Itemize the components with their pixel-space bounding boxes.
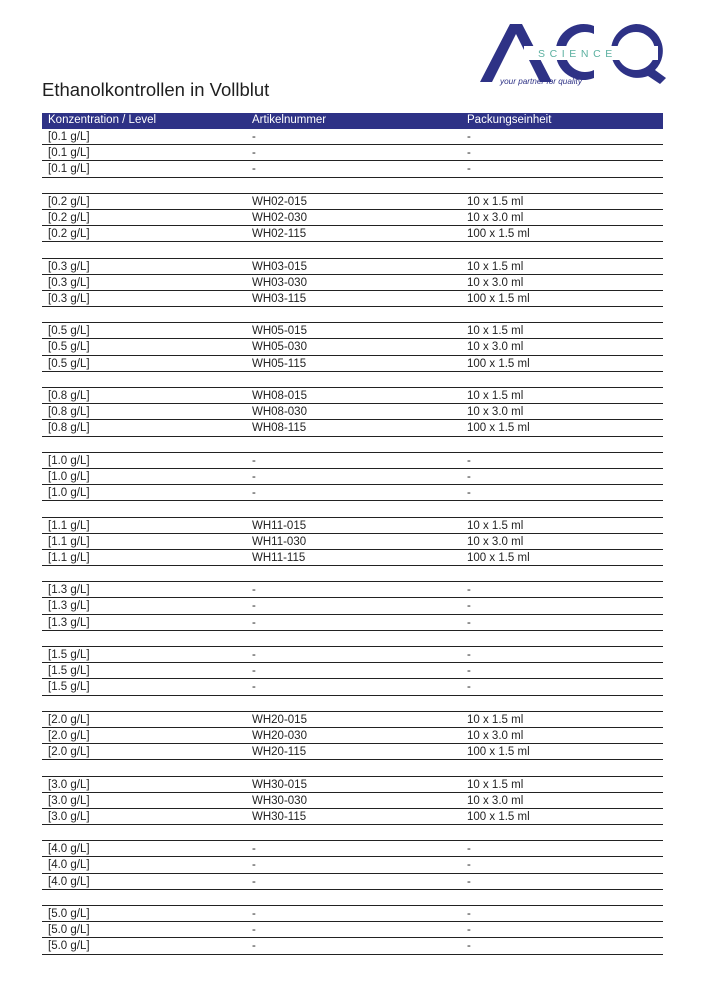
cell-article-number: - [252,147,256,160]
cell-package-unit: 100 x 1.5 ml [467,810,530,823]
cell-article-number: - [252,454,256,467]
cell-article-number: WH02-030 [252,211,307,224]
cell-package-unit: 10 x 1.5 ml [467,519,524,532]
table-row [42,744,663,760]
table-row [42,339,663,355]
cell-package-unit: 100 x 1.5 ml [467,746,530,759]
cell-article-number: - [252,616,256,629]
cell-package-unit: - [467,454,471,467]
cell-article-number: WH20-030 [252,729,307,742]
cell-concentration: [0.2 g/L] [48,211,90,224]
cell-concentration: [1.3 g/L] [48,600,90,613]
cell-package-unit: 100 x 1.5 ml [467,228,530,241]
cell-concentration: [0.3 g/L] [48,260,90,273]
cell-article-number: WH08-015 [252,390,307,402]
cell-concentration: [1.0 g/L] [48,487,90,500]
logo-tagline: your partner for quality [500,77,582,86]
table-row [42,453,663,469]
table-row [42,777,663,793]
cell-article-number: WH02-115 [252,228,307,241]
cell-package-unit: 100 x 1.5 ml [467,422,530,435]
table-row [42,906,663,922]
cell-package-unit: - [467,147,471,160]
table-row [42,874,663,890]
cell-concentration: [0.2 g/L] [48,228,90,241]
cell-article-number: WH11-015 [252,519,307,532]
table-row [42,647,663,663]
page-title: Ethanolkontrollen in Vollblut [42,79,270,100]
table-row [42,857,663,873]
cell-package-unit: 10 x 1.5 ml [467,390,524,402]
cell-package-unit: 10 x 1.5 ml [467,260,524,273]
cell-package-unit: 10 x 1.5 ml [467,713,524,726]
table-row [42,145,663,161]
cell-article-number: - [252,875,256,888]
group-separator [42,631,663,647]
cell-package-unit: 10 x 1.5 ml [467,195,524,208]
group-separator [42,566,663,582]
table-row [42,291,663,307]
cell-concentration: [1.1 g/L] [48,519,90,532]
cell-package-unit: 100 x 1.5 ml [467,551,530,564]
table-row [42,518,663,534]
cell-package-unit: - [467,924,471,937]
cell-concentration: [0.8 g/L] [48,422,90,435]
cell-package-unit: 10 x 1.5 ml [467,325,524,338]
cell-article-number: WH02-015 [252,195,307,208]
cell-package-unit: - [467,859,471,872]
table-row [42,841,663,857]
table-body [42,129,663,955]
table-row [42,194,663,210]
cell-package-unit: - [467,649,471,661]
cell-package-unit: - [467,681,471,694]
cell-article-number: WH30-015 [252,778,307,791]
cell-package-unit: 10 x 1.5 ml [467,778,524,791]
cell-concentration: [2.0 g/L] [48,713,90,726]
logo-science-text: SCIENCE [538,48,617,60]
cell-concentration: [1.1 g/L] [48,551,90,564]
cell-package-unit: 10 x 3.0 ml [467,794,524,807]
cell-concentration: [1.3 g/L] [48,584,90,597]
table-row [42,615,663,631]
cell-concentration: [1.0 g/L] [48,454,90,467]
cell-concentration: [0.3 g/L] [48,292,90,305]
cell-concentration: [1.1 g/L] [48,535,90,548]
cell-concentration: [0.8 g/L] [48,406,90,419]
cell-package-unit: - [467,875,471,888]
group-separator [42,372,663,388]
table-row [42,534,663,550]
cell-article-number: - [252,649,256,661]
cell-article-number: WH11-030 [252,535,307,548]
cell-concentration: [0.5 g/L] [48,325,90,338]
table-row [42,226,663,242]
cell-package-unit: - [467,163,471,176]
cell-article-number: WH03-030 [252,276,307,289]
group-separator [42,242,663,258]
cell-package-unit: - [467,940,471,953]
cell-concentration: [5.0 g/L] [48,940,90,953]
table-row [42,582,663,598]
cell-concentration: [2.0 g/L] [48,729,90,742]
table-row [42,356,663,372]
group-separator [42,825,663,841]
cell-concentration: [0.1 g/L] [48,131,90,143]
cell-article-number: - [252,131,256,143]
cell-package-unit: - [467,600,471,613]
header-article-number: Artikelnummer [252,114,327,126]
group-separator [42,760,663,776]
cell-article-number: WH20-015 [252,713,307,726]
table-row [42,663,663,679]
table-header [42,113,663,129]
cell-package-unit: - [467,131,471,143]
cell-article-number: - [252,924,256,937]
cell-article-number: WH11-115 [252,551,306,564]
cell-concentration: [0.1 g/L] [48,147,90,160]
cell-article-number: - [252,908,256,920]
cell-article-number: - [252,843,256,856]
cell-package-unit: 10 x 3.0 ml [467,535,524,548]
cell-package-unit: 10 x 3.0 ml [467,406,524,419]
cell-concentration: [5.0 g/L] [48,908,90,920]
cell-package-unit: - [467,487,471,500]
cell-concentration: [0.1 g/L] [48,163,90,176]
acq-science-logo [476,20,668,86]
cell-article-number: WH08-030 [252,406,307,419]
cell-concentration: [0.8 g/L] [48,390,90,402]
cell-article-number: - [252,940,256,953]
cell-article-number: - [252,681,256,694]
cell-package-unit: 10 x 3.0 ml [467,276,524,289]
cell-article-number: - [252,665,256,678]
cell-article-number: WH03-015 [252,260,307,273]
cell-concentration: [4.0 g/L] [48,843,90,856]
cell-package-unit: - [467,584,471,597]
header-package-unit: Packungseinheit [467,114,552,126]
table-row [42,323,663,339]
table-row [42,275,663,291]
table-row [42,679,663,695]
cell-concentration: [0.5 g/L] [48,357,90,370]
table-row [42,161,663,177]
cell-concentration: [0.3 g/L] [48,276,90,289]
cell-article-number: WH20-115 [252,746,307,759]
cell-package-unit: 10 x 3.0 ml [467,211,524,224]
group-separator [42,696,663,712]
table-row [42,404,663,420]
table-row [42,469,663,485]
cell-package-unit: - [467,908,471,920]
cell-article-number: WH30-030 [252,794,307,807]
cell-package-unit: 10 x 3.0 ml [467,341,524,354]
cell-concentration: [3.0 g/L] [48,794,90,807]
cell-package-unit: 10 x 3.0 ml [467,729,524,742]
header-concentration: Konzentration / Level [48,114,157,126]
cell-concentration: [5.0 g/L] [48,924,90,937]
cell-concentration: [0.5 g/L] [48,341,90,354]
cell-package-unit: 100 x 1.5 ml [467,357,530,370]
product-table [42,113,663,955]
table-row [42,922,663,938]
cell-article-number: WH03-115 [252,292,307,305]
table-row [42,712,663,728]
table-row [42,259,663,275]
cell-concentration: [1.5 g/L] [48,681,90,694]
table-row [42,598,663,614]
group-separator [42,307,663,323]
group-separator [42,178,663,194]
table-row [42,210,663,226]
group-separator [42,890,663,906]
table-row [42,420,663,436]
cell-concentration: [3.0 g/L] [48,810,90,823]
cell-package-unit: 100 x 1.5 ml [467,292,530,305]
cell-article-number: WH30-115 [252,810,307,823]
cell-concentration: [1.3 g/L] [48,616,90,629]
cell-article-number: WH08-115 [252,422,307,435]
group-separator [42,437,663,453]
cell-package-unit: - [467,843,471,856]
table-row [42,129,663,145]
cell-concentration: [1.5 g/L] [48,649,90,661]
table-row [42,793,663,809]
cell-article-number: - [252,470,256,483]
cell-concentration: [1.5 g/L] [48,665,90,678]
table-row [42,938,663,954]
table-row [42,728,663,744]
cell-package-unit: - [467,470,471,483]
group-separator [42,501,663,517]
cell-package-unit: - [467,616,471,629]
cell-article-number: - [252,859,256,872]
cell-concentration: [1.0 g/L] [48,470,90,483]
cell-concentration: [4.0 g/L] [48,859,90,872]
cell-article-number: WH05-030 [252,341,307,354]
cell-article-number: WH05-015 [252,325,307,338]
cell-concentration: [0.2 g/L] [48,195,90,208]
cell-article-number: - [252,600,256,613]
cell-article-number: - [252,487,256,500]
cell-concentration: [4.0 g/L] [48,875,90,888]
table-row [42,388,663,404]
cell-article-number: WH05-115 [252,357,307,370]
table-row [42,550,663,566]
table-row [42,485,663,501]
cell-concentration: [2.0 g/L] [48,746,90,759]
cell-package-unit: - [467,665,471,678]
cell-article-number: - [252,584,256,597]
cell-article-number: - [252,163,256,176]
table-row [42,809,663,825]
cell-concentration: [3.0 g/L] [48,778,90,791]
